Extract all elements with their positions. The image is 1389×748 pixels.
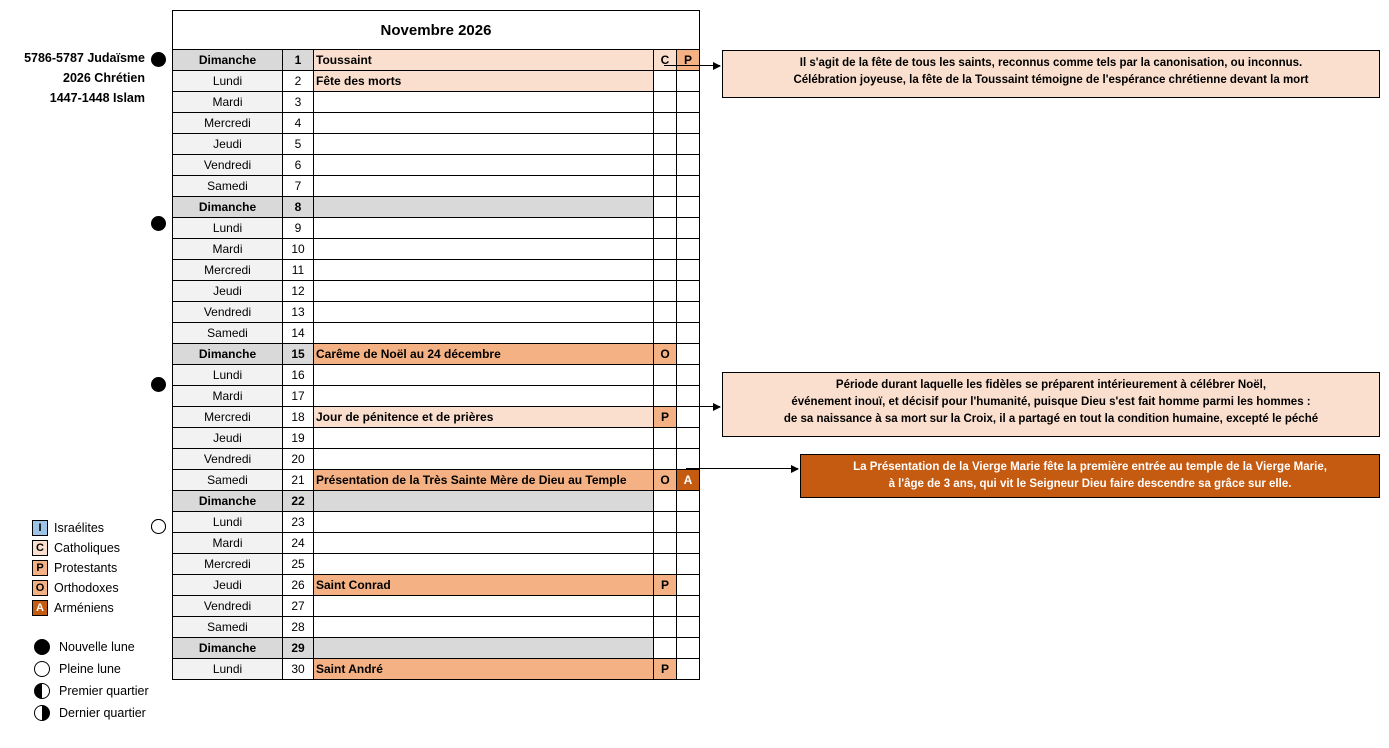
religion-tag-p: P [654, 575, 677, 596]
calendar-row [173, 407, 700, 428]
day-name-cell: Vendredi [173, 155, 283, 176]
event-cell [314, 554, 654, 575]
event-cell [314, 386, 654, 407]
event-cell [314, 596, 654, 617]
calendar-table [172, 10, 700, 680]
legend-religion-row [32, 558, 120, 578]
day-number-cell: 4 [283, 113, 314, 134]
religion-tag-empty [677, 155, 700, 176]
calendar-row [173, 323, 700, 344]
event-cell [314, 491, 654, 512]
year-islam: 1447-1448 Islam [49, 91, 145, 105]
event-cell [314, 92, 654, 113]
day-name-cell: Lundi [173, 218, 283, 239]
day-name-cell: Mardi [173, 386, 283, 407]
year-christian: 2026 Chrétien [63, 71, 145, 85]
day-number-cell: 10 [283, 239, 314, 260]
calendar-row [173, 50, 700, 71]
religion-tag-p: P [654, 407, 677, 428]
day-name-cell: Dimanche [173, 491, 283, 512]
day-number-cell: 16 [283, 365, 314, 386]
religion-tag-empty [677, 533, 700, 554]
legend-religion-label: Arméniens [54, 601, 114, 615]
year-systems-label [0, 48, 145, 108]
callout-toussaint [722, 50, 1380, 98]
day-name-cell: Vendredi [173, 596, 283, 617]
calendar-row [173, 134, 700, 155]
event-cell [314, 323, 654, 344]
event-cell [314, 302, 654, 323]
legend-moon-row [34, 636, 149, 658]
religion-tag-o: O [654, 470, 677, 491]
calendar-row [173, 260, 700, 281]
religion-tag-empty [654, 386, 677, 407]
legend-moon-row [34, 702, 149, 724]
calendar-month-header [173, 11, 700, 50]
religion-tag-empty [677, 449, 700, 470]
calendar-row [173, 533, 700, 554]
day-number-cell: 6 [283, 155, 314, 176]
religion-tag-empty [677, 134, 700, 155]
legend-religion-code-o: O [32, 580, 48, 596]
calendar-row [173, 344, 700, 365]
callout-line: de sa naissance à sa mort sur la Croix, il a partagé en tout la condition humaine, excepté le péché [783, 413, 1319, 425]
event-cell [314, 134, 654, 155]
moon-phase-icon-nouvelle-lune [151, 216, 166, 231]
day-number-cell: 19 [283, 428, 314, 449]
legend-religion-row [32, 598, 120, 618]
callout-arrow-presentation [686, 468, 798, 469]
legend-religion-row [32, 518, 120, 538]
calendar-row [173, 71, 700, 92]
day-name-cell: Lundi [173, 71, 283, 92]
day-name-cell: Vendredi [173, 302, 283, 323]
religion-tag-empty [677, 113, 700, 134]
day-number-cell: 9 [283, 218, 314, 239]
calendar-row [173, 386, 700, 407]
event-cell [314, 512, 654, 533]
legend-religion-row [32, 538, 120, 558]
religion-tag-c: C [654, 50, 677, 71]
day-name-cell: Jeudi [173, 428, 283, 449]
religion-tag-empty [654, 638, 677, 659]
moon-phase-icon-nouvelle-lune [151, 377, 166, 392]
event-cell [314, 155, 654, 176]
religion-tag-empty [654, 449, 677, 470]
calendar-row [173, 638, 700, 659]
religion-tag-a: A [677, 470, 700, 491]
religion-tag-empty [677, 638, 700, 659]
religion-tag-empty [654, 554, 677, 575]
religion-tag-empty [677, 302, 700, 323]
religion-tag-empty [654, 176, 677, 197]
religion-tag-empty [677, 365, 700, 386]
religion-tag-p: P [654, 659, 677, 680]
event-cell: Toussaint [314, 50, 654, 71]
legend-religion-label: Protestants [54, 561, 118, 575]
day-name-cell: Mercredi [173, 260, 283, 281]
religion-tag-empty [654, 617, 677, 638]
event-cell [314, 239, 654, 260]
religion-tag-empty [654, 512, 677, 533]
callout-line: Célébration joyeuse, la fête de la Toussaint témoigne de l'espérance chrétienne devant la mort [793, 74, 1309, 86]
calendar-row [173, 575, 700, 596]
calendar-row [173, 617, 700, 638]
day-number-cell: 17 [283, 386, 314, 407]
moon-phase-icon-pleine-lune [34, 661, 50, 677]
day-number-cell: 25 [283, 554, 314, 575]
day-name-cell: Samedi [173, 176, 283, 197]
day-number-cell: 14 [283, 323, 314, 344]
calendar-row [173, 365, 700, 386]
day-number-cell: 27 [283, 596, 314, 617]
day-name-cell: Mardi [173, 533, 283, 554]
event-cell [314, 260, 654, 281]
event-cell [314, 638, 654, 659]
moon-phase-icon-premier-quartier [34, 683, 50, 699]
religion-tag-empty [677, 344, 700, 365]
callout-arrow-careme [664, 406, 720, 407]
day-number-cell: 18 [283, 407, 314, 428]
day-number-cell: 7 [283, 176, 314, 197]
day-number-cell: 15 [283, 344, 314, 365]
calendar-row [173, 554, 700, 575]
day-name-cell: Samedi [173, 323, 283, 344]
day-number-cell: 23 [283, 512, 314, 533]
legend-religion-label: Orthodoxes [54, 581, 119, 595]
religion-tag-empty [677, 659, 700, 680]
calendar-row [173, 491, 700, 512]
religion-tag-o: O [654, 344, 677, 365]
calendar-row [173, 449, 700, 470]
event-cell [314, 176, 654, 197]
religion-tag-empty [654, 260, 677, 281]
religion-tag-empty [677, 71, 700, 92]
religion-tag-empty [677, 512, 700, 533]
month-title: Novembre 2026 [173, 11, 700, 50]
religion-tag-empty [677, 554, 700, 575]
religion-tag-p: P [677, 50, 700, 71]
day-number-cell: 3 [283, 92, 314, 113]
religion-tag-empty [677, 386, 700, 407]
religion-tag-empty [677, 617, 700, 638]
day-name-cell: Dimanche [173, 197, 283, 218]
calendar-row [173, 197, 700, 218]
legend-moon-row [34, 680, 149, 702]
religion-tag-empty [677, 407, 700, 428]
callout-careme-noel [722, 372, 1380, 437]
religion-tag-empty [677, 92, 700, 113]
religion-tag-empty [677, 218, 700, 239]
calendar-row [173, 239, 700, 260]
religion-tag-empty [677, 281, 700, 302]
calendar-row [173, 470, 700, 491]
calendar-row [173, 428, 700, 449]
religion-tag-empty [654, 155, 677, 176]
day-number-cell: 22 [283, 491, 314, 512]
religion-tag-empty [677, 176, 700, 197]
event-cell: Carême de Noël au 24 décembre [314, 344, 654, 365]
day-name-cell: Dimanche [173, 638, 283, 659]
legend-moon-label: Nouvelle lune [59, 640, 135, 654]
day-name-cell: Samedi [173, 617, 283, 638]
religion-tag-empty [654, 491, 677, 512]
religion-tag-empty [677, 323, 700, 344]
callout-arrow-toussaint [664, 65, 720, 66]
day-number-cell: 2 [283, 71, 314, 92]
legend-religion-code-p: P [32, 560, 48, 576]
day-number-cell: 8 [283, 197, 314, 218]
day-name-cell: Jeudi [173, 134, 283, 155]
day-name-cell: Lundi [173, 365, 283, 386]
event-cell [314, 533, 654, 554]
religion-tag-empty [677, 428, 700, 449]
religion-tag-empty [677, 239, 700, 260]
day-name-cell: Jeudi [173, 575, 283, 596]
day-name-cell: Dimanche [173, 344, 283, 365]
legend-moon-label: Premier quartier [59, 684, 149, 698]
callout-line: La Présentation de la Vierge Marie fête la première entrée au temple de la Vierge Marie, [853, 461, 1327, 473]
religion-tag-empty [677, 197, 700, 218]
event-cell [314, 428, 654, 449]
callout-line: Période durant laquelle les fidèles se préparent intérieurement à célébrer Noël, [835, 379, 1267, 391]
moon-phase-icon-nouvelle-lune [34, 639, 50, 655]
day-name-cell: Mardi [173, 92, 283, 113]
day-number-cell: 28 [283, 617, 314, 638]
legend-religion-code-c: C [32, 540, 48, 556]
legend-religion-code-a: A [32, 600, 48, 616]
day-number-cell: 21 [283, 470, 314, 491]
religion-tag-empty [654, 197, 677, 218]
callout-line: à l'âge de 3 ans, qui vit le Seigneur Dieu faire descendre sa grâce sur elle. [888, 478, 1292, 490]
day-number-cell: 26 [283, 575, 314, 596]
religion-tag-empty [654, 281, 677, 302]
callout-presentation-vierge [800, 454, 1380, 498]
religion-tag-empty [654, 218, 677, 239]
day-name-cell: Mardi [173, 239, 283, 260]
religion-tag-empty [654, 323, 677, 344]
religion-tag-empty [654, 533, 677, 554]
event-cell [314, 617, 654, 638]
calendar-row [173, 155, 700, 176]
religion-tag-empty [677, 596, 700, 617]
day-name-cell: Vendredi [173, 449, 283, 470]
event-cell [314, 449, 654, 470]
day-number-cell: 13 [283, 302, 314, 323]
callout-line: Il s'agit de la fête de tous les saints, reconnus comme tels par la canonisation, ou inconnus. [799, 57, 1303, 69]
event-cell: Saint Conrad [314, 575, 654, 596]
religion-tag-empty [677, 575, 700, 596]
calendar-row [173, 512, 700, 533]
day-number-cell: 12 [283, 281, 314, 302]
calendar-row [173, 113, 700, 134]
moon-phase-icon-dernier-quartier [34, 705, 50, 721]
day-name-cell: Lundi [173, 659, 283, 680]
moon-phase-icon-nouvelle-lune [151, 52, 166, 67]
religion-tag-empty [654, 92, 677, 113]
legend-moon-row [34, 658, 149, 680]
event-cell [314, 281, 654, 302]
day-name-cell: Mercredi [173, 554, 283, 575]
day-number-cell: 29 [283, 638, 314, 659]
religion-tag-empty [654, 365, 677, 386]
event-cell [314, 365, 654, 386]
day-name-cell: Samedi [173, 470, 283, 491]
day-number-cell: 1 [283, 50, 314, 71]
religion-tag-empty [654, 113, 677, 134]
day-name-cell: Jeudi [173, 281, 283, 302]
event-cell [314, 113, 654, 134]
legend-moon-label: Dernier quartier [59, 706, 146, 720]
legend-religion-label: Israélites [54, 521, 105, 535]
calendar-row [173, 302, 700, 323]
callout-line: événement inouï, et décisif pour l'humanité, puisque Dieu s'est fait homme parmi les hommes : [791, 396, 1311, 408]
legend-moon-phases [34, 636, 149, 724]
religion-tag-empty [654, 134, 677, 155]
religion-tag-empty [677, 260, 700, 281]
day-number-cell: 30 [283, 659, 314, 680]
legend-religions [32, 518, 120, 618]
event-cell: Fête des morts [314, 71, 654, 92]
event-cell: Saint André [314, 659, 654, 680]
calendar-row [173, 596, 700, 617]
legend-religion-label: Catholiques [54, 541, 121, 555]
legend-religion-code-i: I [32, 520, 48, 536]
religion-tag-empty [654, 428, 677, 449]
event-cell [314, 197, 654, 218]
day-name-cell: Mercredi [173, 407, 283, 428]
calendar-row [173, 659, 700, 680]
event-cell: Jour de pénitence et de prières [314, 407, 654, 428]
religion-tag-empty [677, 491, 700, 512]
day-number-cell: 11 [283, 260, 314, 281]
year-judaism: 5786-5787 Judaïsme [24, 51, 145, 65]
legend-moon-label: Pleine lune [59, 662, 121, 676]
legend-religion-row [32, 578, 120, 598]
day-name-cell: Lundi [173, 512, 283, 533]
calendar-row [173, 92, 700, 113]
day-name-cell: Mercredi [173, 113, 283, 134]
calendar-row [173, 218, 700, 239]
event-cell: Présentation de la Très Sainte Mère de Dieu au Temple [314, 470, 654, 491]
calendar-row [173, 281, 700, 302]
day-name-cell: Dimanche [173, 50, 283, 71]
event-cell [314, 218, 654, 239]
day-number-cell: 5 [283, 134, 314, 155]
calendar-row [173, 176, 700, 197]
religion-tag-empty [654, 302, 677, 323]
religion-tag-empty [654, 239, 677, 260]
religion-tag-empty [654, 71, 677, 92]
religion-tag-empty [654, 596, 677, 617]
legend-full-moon-marker-inline [151, 519, 166, 534]
day-number-cell: 20 [283, 449, 314, 470]
day-number-cell: 24 [283, 533, 314, 554]
